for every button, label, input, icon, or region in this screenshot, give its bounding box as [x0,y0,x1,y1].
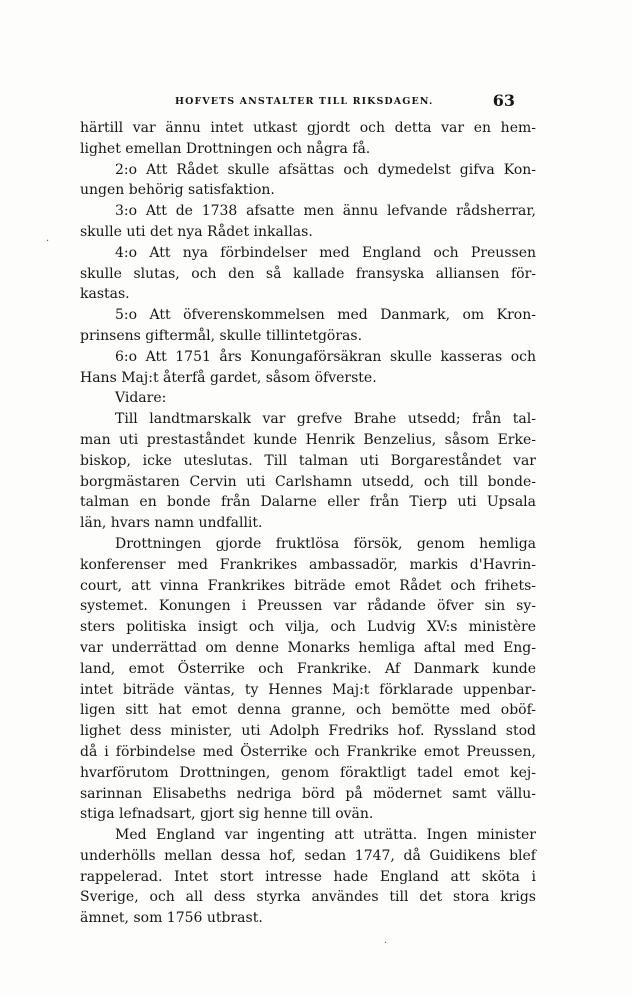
text-line: konferenser med Frankrikes ambassadör, markis d'Havrin- [80,556,536,573]
text-line: Hans Maj:t återfå gardet, såsom öfverste. [80,369,377,386]
text-line: härtill var ännu intet utkast gjordt och detta var en hem- [80,120,536,136]
text-line: Vidare: [115,390,167,407]
text-line: court, att vinna Frankrikes biträde emot Rådet och frihets- [80,577,536,594]
text-line: län, hvars namn undfallit. [80,515,263,532]
text-line: ligen sitt hat emot denna granne, och bemötte med oböf- [80,702,536,719]
text-line: Sverige, och all dess styrka användes till det stora krigs [80,889,536,906]
text-line: sarinnan Elisabeths nedriga börd på mödernet samt vällu- [80,785,536,802]
text-line: Till landtmarskalk var grefve Brahe utsedd; från tal- [115,411,536,428]
text-line: 6:o Att 1751 års Konungaförsäkran skulle kasseras och [115,348,536,365]
text-line: hvarförutom Drottningen, genom föraktligt tadel emot kej- [80,764,536,781]
text-line: var underrättad om denne Monarks hemliga aftal med Eng- [80,639,536,656]
text-line: sters politiska insigt och vilja, och Ludvig XV:s ministère [80,619,536,636]
text-line: talman en bonde från Dalarne eller från Tierp uti Upsala [80,494,536,511]
text-line: skulle slutas, och den så kallade fransyska alliansen för- [80,265,536,282]
text-line: underhölls mellan dessa hof, sedan 1747, då Guidikens blef [80,847,536,864]
text-line: lighet dess minister, uti Adolph Fredriks hof. Ryssland stod [80,723,536,740]
body-text [80,118,536,929]
text-line: stiga lefnadsart, gjort sig henne till ovän. [80,806,374,823]
text-line: man uti prestaståndet kunde Henrik Benzelius, såsom Erke- [80,431,536,448]
text-line: 4:o Att nya förbindelser med England och Preussen [115,244,536,261]
text-line: prinsens giftermål, skulle tillintetgöras. [80,327,363,344]
text-line: kastas. [80,286,130,303]
text-line: borgmästaren Cervin uti Carlshamn utsedd, och till bonde- [80,473,536,490]
text-line: rappelerad. Intet stort intresse hade England att sköta i [80,868,536,885]
text-line: ungen behörig satisfaktion. [80,182,275,199]
text-line: Drottningen gjorde fruktlösa försök, genom hemliga [115,535,536,552]
text-line: 2:o Att Rådet skulle afsättas och dymedelst gifva Kon- [115,161,536,178]
text-line: intet biträde väntas, ty Hennes Maj:t förklarade uppenbar- [80,681,536,698]
text-line: ämnet, som 1756 utbrast. [80,910,263,927]
margin-speck: · [384,938,388,949]
text-line: då i förbindelse med Österrike och Frankrike emot Preussen, [80,743,536,760]
text-line: systemet. Konungen i Preussen var rådande öfver sin sy- [80,598,536,615]
text-line: skulle uti det nya Rådet inkallas. [80,223,313,240]
text-line: 3:o Att de 1738 afsatte men ännu lefvande rådsherrar, [115,203,536,220]
page-number: 63 [492,91,515,110]
text-line: Med England var ingenting att uträtta. Ingen minister [115,827,536,844]
margin-speck: · [46,236,50,247]
page-header [95,91,520,113]
text-line: land, emot Österrike och Frankrike. Af Danmark kunde [80,660,536,677]
text-line: 5:o Att öfverenskommelsen med Danmark, om Kron- [115,307,536,324]
running-title: HOFVETS ANSTALTER TILL RIKSDAGEN. [175,96,434,107]
text-line: lighet emellan Drottningen och några få. [80,140,371,157]
text-line: biskop, icke uteslutas. Till talman uti Borgareståndet var [80,452,536,469]
